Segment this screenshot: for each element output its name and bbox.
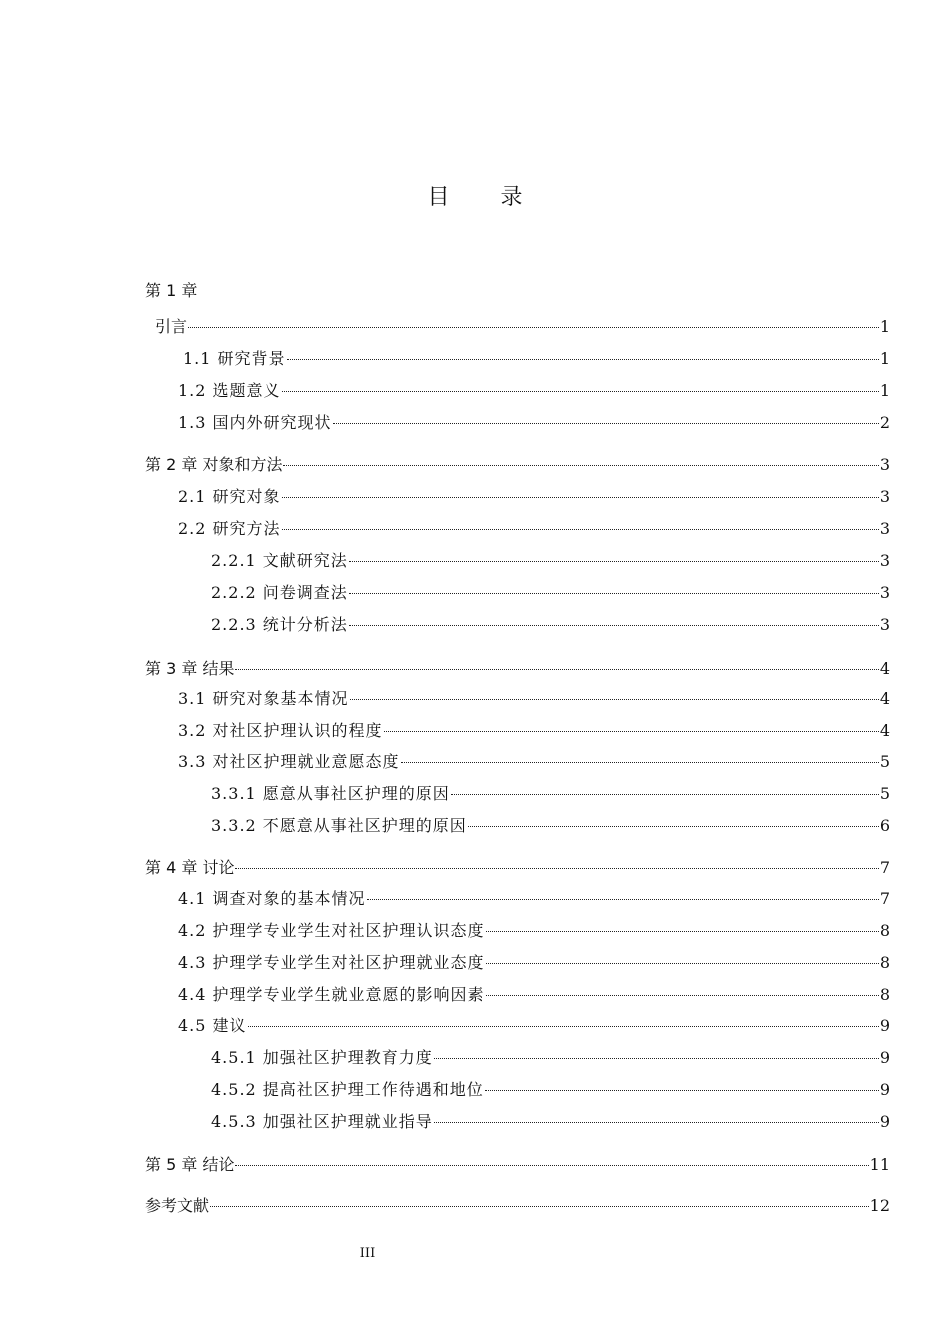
- toc-entry-text: 4.3 护理学专业学生对社区护理就业态度: [178, 953, 485, 972]
- dot-leader: [349, 593, 879, 594]
- toc-entry-text: 3.3.1 愿意从事社区护理的原因: [211, 784, 450, 803]
- toc-entry-text: 4.5.1 加强社区护理教育力度: [211, 1048, 433, 1067]
- toc-entry-text: 4.5 建议: [178, 1016, 247, 1035]
- toc-entry-text: 第 3 章 结果: [145, 659, 235, 678]
- toc-entry[interactable]: [178, 516, 890, 540]
- toc-entry-page: 8: [879, 921, 890, 940]
- dot-leader: [248, 1026, 879, 1027]
- toc-entry-text: 第 5 章 结论: [145, 1155, 235, 1174]
- toc-entry-page: 7: [879, 889, 890, 908]
- toc-entry-page: 5: [879, 752, 890, 771]
- dot-leader: [235, 669, 878, 670]
- toc-entry-text: 4.4 护理学专业学生就业意愿的影响因素: [178, 985, 485, 1004]
- toc-entry[interactable]: [211, 1077, 890, 1101]
- toc-entry[interactable]: [211, 1109, 890, 1133]
- toc-entry-page: 9: [879, 1048, 890, 1067]
- toc-entry[interactable]: [178, 886, 890, 910]
- toc-entry-page: 12: [869, 1196, 890, 1215]
- dot-leader: [282, 497, 879, 498]
- toc-entry[interactable]: [211, 612, 890, 636]
- toc-entry-text: 2.1 研究对象: [178, 487, 281, 506]
- toc-entry-page: 9: [879, 1080, 890, 1099]
- toc-entry[interactable]: [178, 749, 890, 773]
- toc-entry[interactable]: [178, 950, 890, 974]
- toc-entry-page: 3: [879, 551, 890, 570]
- dot-leader: [350, 699, 879, 700]
- toc-entry-text: 第 2 章 对象和方法: [145, 455, 283, 474]
- toc-entry-text: 引言: [155, 317, 188, 336]
- dot-leader: [235, 1165, 868, 1166]
- dot-leader: [282, 529, 879, 530]
- toc-entry[interactable]: [211, 813, 890, 837]
- toc-entry-page: 3: [879, 519, 890, 538]
- toc-entry-text: 第 4 章 讨论: [145, 858, 235, 877]
- page-number-footer: III: [359, 1246, 376, 1261]
- toc-entry-text: 2.2.2 问卷调查法: [211, 583, 348, 602]
- toc-entry-page: 6: [879, 816, 890, 835]
- toc-entry[interactable]: [145, 452, 890, 476]
- toc-entry[interactable]: [178, 686, 890, 710]
- toc-entry[interactable]: [178, 410, 890, 434]
- toc-entry[interactable]: [178, 718, 890, 742]
- toc-entry[interactable]: [178, 982, 890, 1006]
- toc-entry-text: 4.1 调查对象的基本情况: [178, 889, 366, 908]
- toc-entry-text: 1.3 国内外研究现状: [178, 413, 332, 432]
- toc-title: 目 录: [427, 185, 545, 210]
- toc-entry[interactable]: [178, 918, 890, 942]
- toc-entry-page: 1: [879, 381, 890, 400]
- dot-leader: [349, 625, 879, 626]
- dot-leader: [188, 327, 879, 328]
- toc-entry-text: 参考文献: [145, 1196, 210, 1215]
- toc-entry[interactable]: [211, 781, 890, 805]
- toc-entry[interactable]: [178, 1013, 890, 1037]
- toc-entry-text: 3.1 研究对象基本情况: [178, 689, 349, 708]
- dot-leader: [486, 963, 879, 964]
- toc-entry-page: 11: [869, 1155, 890, 1174]
- toc-entry-page: 1: [879, 317, 890, 336]
- dot-leader: [486, 995, 879, 996]
- toc-entry-text: 4.2 护理学专业学生对社区护理认识态度: [178, 921, 485, 940]
- dot-leader: [485, 1090, 879, 1091]
- toc-entry[interactable]: [145, 1193, 890, 1217]
- dot-leader: [333, 423, 879, 424]
- dot-leader: [451, 794, 879, 795]
- toc-entry-page: 5: [879, 784, 890, 803]
- dot-leader: [468, 826, 879, 827]
- toc-entry[interactable]: [211, 580, 890, 604]
- dot-leader: [287, 359, 879, 360]
- dot-leader: [210, 1206, 869, 1207]
- toc-entry[interactable]: [145, 1152, 890, 1176]
- dot-leader: [282, 391, 879, 392]
- dot-leader: [349, 561, 879, 562]
- toc-entry-page: 7: [879, 858, 890, 877]
- toc-entry-page: 9: [879, 1016, 890, 1035]
- dot-leader: [486, 931, 879, 932]
- toc-entry[interactable]: [211, 548, 890, 572]
- dot-leader: [283, 465, 878, 466]
- toc-entry-text: 1.1 研究背景: [183, 349, 286, 368]
- toc-entry-text: 2.2 研究方法: [178, 519, 281, 538]
- dot-leader: [434, 1058, 879, 1059]
- dot-leader: [384, 731, 879, 732]
- toc-entry-page: 8: [879, 953, 890, 972]
- dot-leader: [235, 868, 878, 869]
- toc-entry-page: 2: [879, 413, 890, 432]
- toc-entry-page: 8: [879, 985, 890, 1004]
- toc-entry-page: 4: [879, 721, 890, 740]
- toc-entry-page: 4: [879, 659, 890, 678]
- toc-entry-page: 3: [879, 487, 890, 506]
- toc-entry-page: 4: [879, 689, 890, 708]
- toc-entry-text: 1.2 选题意义: [178, 381, 281, 400]
- toc-entry[interactable]: [183, 346, 890, 370]
- dot-leader: [401, 762, 879, 763]
- toc-entry-text: 3.3.2 不愿意从事社区护理的原因: [211, 816, 467, 835]
- toc-entry-page: 3: [879, 455, 890, 474]
- toc-entry-page: 1: [879, 349, 890, 368]
- toc-entry-text: 3.2 对社区护理认识的程度: [178, 721, 383, 740]
- toc-entry[interactable]: [145, 656, 890, 680]
- toc-entry[interactable]: [155, 314, 890, 338]
- toc-entry-text: 4.5.3 加强社区护理就业指导: [211, 1112, 433, 1131]
- chapter-1-heading: 第 1 章: [145, 281, 198, 300]
- toc-entry[interactable]: [178, 378, 890, 402]
- toc-entry-text: 2.2.3 统计分析法: [211, 615, 348, 634]
- toc-entry[interactable]: [145, 855, 890, 879]
- toc-entry-page: 9: [879, 1112, 890, 1131]
- toc-entry-page: 3: [879, 583, 890, 602]
- dot-leader: [434, 1122, 879, 1123]
- toc-entry[interactable]: [178, 484, 890, 508]
- toc-entry-text: 2.2.1 文献研究法: [211, 551, 348, 570]
- toc-entry-text: 3.3 对社区护理就业意愿态度: [178, 752, 400, 771]
- toc-entry-text: 4.5.2 提高社区护理工作待遇和地位: [211, 1080, 484, 1099]
- toc-entry[interactable]: [211, 1045, 890, 1069]
- dot-leader: [367, 899, 879, 900]
- toc-entry-page: 3: [879, 615, 890, 634]
